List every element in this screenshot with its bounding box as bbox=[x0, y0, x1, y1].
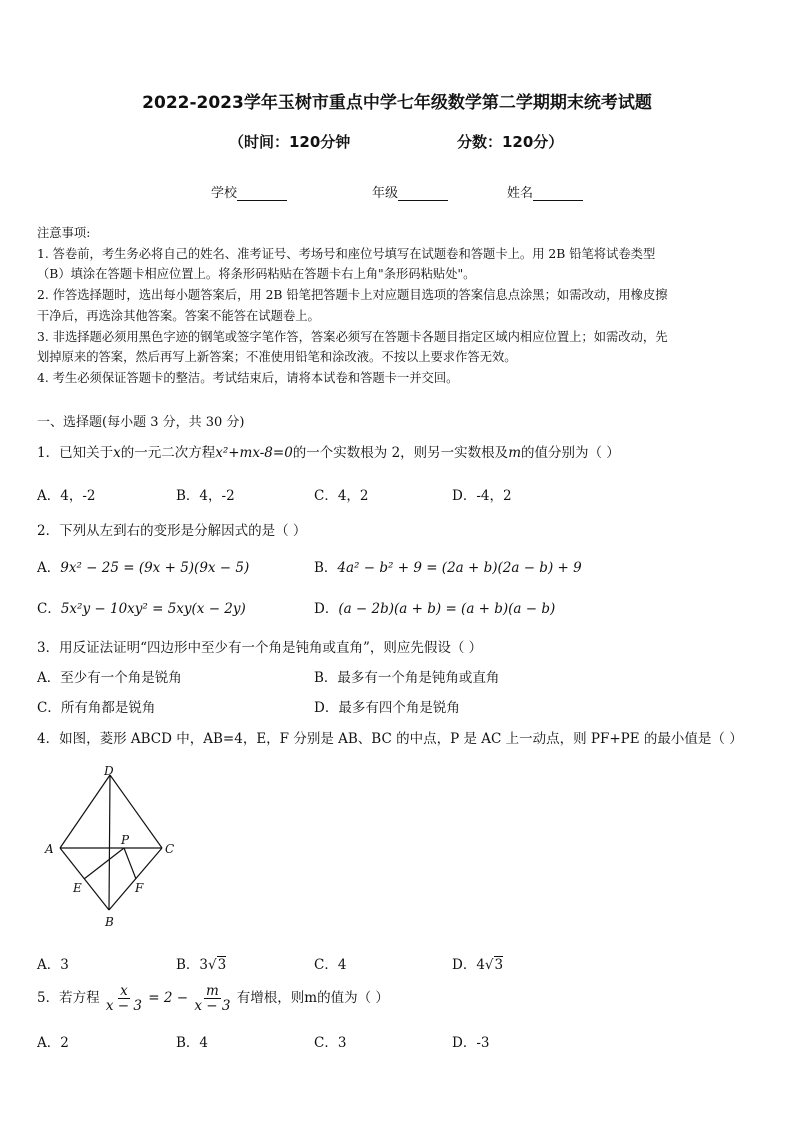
q4-option-c: C．4 bbox=[314, 957, 347, 973]
school-blank bbox=[237, 188, 287, 201]
segment-pe bbox=[84, 848, 124, 879]
q2-b-formula: 4a² − b² + 9 = (2a + b)(2a − b) + 9 bbox=[337, 560, 582, 576]
q3-option-a: A．至少有一个角是锐角 bbox=[37, 670, 182, 686]
option-label: D． bbox=[314, 601, 339, 617]
q1-text: 1．已知关于 bbox=[37, 445, 114, 461]
name-field bbox=[507, 182, 583, 201]
q5-fraction-1 bbox=[104, 984, 144, 1013]
option-label: B． bbox=[314, 560, 338, 576]
q1-option-c: C．4，2 bbox=[314, 488, 369, 504]
q1-equation: x²+mx-8=0 bbox=[215, 445, 293, 461]
q2-d-formula: (a − 2b)(a + b) = (a + b)(a − b) bbox=[338, 601, 556, 617]
q1-text: 的一元二次方程 bbox=[120, 445, 216, 461]
q2-c-formula: 5x²y − 10xy² = 5xy(x − 2y) bbox=[60, 601, 246, 617]
q3-stem: 3．用反证法证明“四边形中至少有一个角是钝角或直角”，则应先假设（ ） bbox=[37, 640, 483, 656]
q4-option-a: A．3 bbox=[37, 957, 69, 973]
option-label: C． bbox=[37, 601, 61, 617]
numerator: m bbox=[206, 983, 219, 999]
denominator: x − 3 bbox=[194, 998, 231, 1014]
q5-text: 有增根，则m的值为（ ） bbox=[236, 990, 389, 1006]
note-4: 4. 考生必须保证答题卡的整洁。考试结束后，请将本试卷和答题卡一并交回。 bbox=[37, 371, 459, 385]
label-d: D bbox=[104, 764, 114, 778]
exam-score: 分数：120分） bbox=[457, 133, 564, 151]
grade-label: 年级 bbox=[372, 186, 399, 201]
q3-option-d: D．最多有四个角是锐角 bbox=[314, 700, 460, 716]
name-blank bbox=[533, 188, 583, 201]
sqrt-symbol: √ bbox=[484, 957, 494, 973]
q4-option-b bbox=[176, 953, 226, 973]
q2-option-a bbox=[37, 556, 249, 576]
q5-option-a: A．2 bbox=[37, 1035, 69, 1051]
exam-time: （时间：120分钟 bbox=[229, 133, 351, 151]
q2-option-b bbox=[314, 556, 582, 576]
option-label: B．3 bbox=[176, 957, 209, 973]
q5-option-d: D．-3 bbox=[452, 1035, 490, 1051]
edge-dc bbox=[110, 775, 162, 848]
edge-da bbox=[60, 775, 110, 848]
q3-option-b: B．最多有一个角是钝角或直角 bbox=[314, 670, 500, 686]
radicand: 3 bbox=[217, 957, 227, 973]
q2-option-d bbox=[314, 597, 555, 617]
q5-operator: = 2 − bbox=[148, 990, 189, 1006]
label-p: P bbox=[121, 833, 130, 847]
school-field bbox=[211, 182, 287, 201]
q1-var-m: m bbox=[508, 445, 521, 461]
label-c: C bbox=[165, 842, 175, 856]
note-1a: 1. 答卷前，考生务必将自己的姓名、准考证号、考场号和座位号填写在试题卷和答题卡上。用 2B 铅笔将试卷类型 bbox=[37, 247, 656, 261]
label-b: B bbox=[105, 915, 114, 929]
q3-option-c: C．所有角都是锐角 bbox=[37, 700, 156, 716]
q4-option-d bbox=[452, 953, 503, 973]
sqrt-symbol: √ bbox=[208, 957, 217, 973]
option-label: A． bbox=[37, 560, 61, 576]
q5-fraction-2 bbox=[192, 984, 232, 1013]
label-e: E bbox=[73, 881, 82, 895]
q5-option-c: C．3 bbox=[314, 1035, 347, 1051]
school-label: 学校 bbox=[211, 186, 238, 201]
diagonal-db bbox=[109, 775, 110, 910]
q1-text: 的一个实数根为 2，则另一实数根及 bbox=[292, 445, 509, 461]
section-heading: 一、选择题(每小题 3 分，共 30 分) bbox=[37, 415, 245, 430]
note-3b: 划掉原来的答案，然后再写上新答案；不准使用铅笔和涂改液。不按以上要求作答无效。 bbox=[37, 350, 517, 364]
page-title: 2022-2023学年玉树市重点中学七年级数学第二学期期末统考试题 bbox=[142, 93, 652, 113]
name-label: 姓名 bbox=[507, 186, 534, 201]
q1-option-d: D．-4，2 bbox=[452, 488, 512, 504]
q2-option-c bbox=[37, 597, 246, 617]
note-1b: （B）填涂在答题卡相应位置上。将条形码粘贴在答题卡右上角"条形码粘贴处"。 bbox=[37, 267, 476, 281]
denominator: x − 3 bbox=[105, 998, 142, 1014]
q2-a-formula: 9x² − 25 = (9x + 5)(9x − 5) bbox=[60, 560, 250, 576]
label-f: F bbox=[135, 881, 144, 895]
q1-text: 的值分别为（ ） bbox=[521, 445, 620, 461]
q2-stem: 2．下列从左到右的变形是分解因式的是（ ） bbox=[37, 523, 307, 539]
q4-stem: 4．如图，菱形 ABCD 中，AB=4，E，F 分别是 AB、BC 的中点，P 是 AC 上一动点，则 PF+PE 的最小值是（ ） bbox=[37, 731, 743, 747]
q5-stem bbox=[37, 984, 389, 1013]
q5-option-b: B．4 bbox=[176, 1035, 209, 1051]
grade-blank bbox=[398, 188, 448, 201]
note-2b: 干净后，再选涂其他答案。答案不能答在试题卷上。 bbox=[37, 309, 320, 323]
notes-heading: 注意事项: bbox=[37, 226, 91, 240]
rhombus-figure bbox=[40, 763, 190, 933]
segment-pf bbox=[124, 848, 136, 879]
radicand: 3 bbox=[494, 957, 504, 973]
q5-text: 5．若方程 bbox=[37, 990, 100, 1006]
option-label: D．4 bbox=[452, 957, 485, 973]
q1-stem bbox=[37, 441, 620, 461]
q1-option-a: A．4，-2 bbox=[37, 488, 96, 504]
grade-field bbox=[372, 182, 448, 201]
note-2a: 2. 作答选择题时，选出每小题答案后，用 2B 铅笔把答题卡上对应题目选项的答案信息点涂黑；如需改动，用橡皮擦 bbox=[37, 288, 668, 302]
q1-var-x: x bbox=[113, 445, 121, 461]
label-a: A bbox=[45, 842, 54, 856]
note-3a: 3. 非选择题必须用黑色字迹的钢笔或签字笔作答，答案必须写在答题卡各题目指定区域内相应位置上；如需改动，先 bbox=[37, 330, 668, 344]
numerator: x bbox=[120, 983, 128, 999]
q1-option-b: B．4，-2 bbox=[176, 488, 235, 504]
